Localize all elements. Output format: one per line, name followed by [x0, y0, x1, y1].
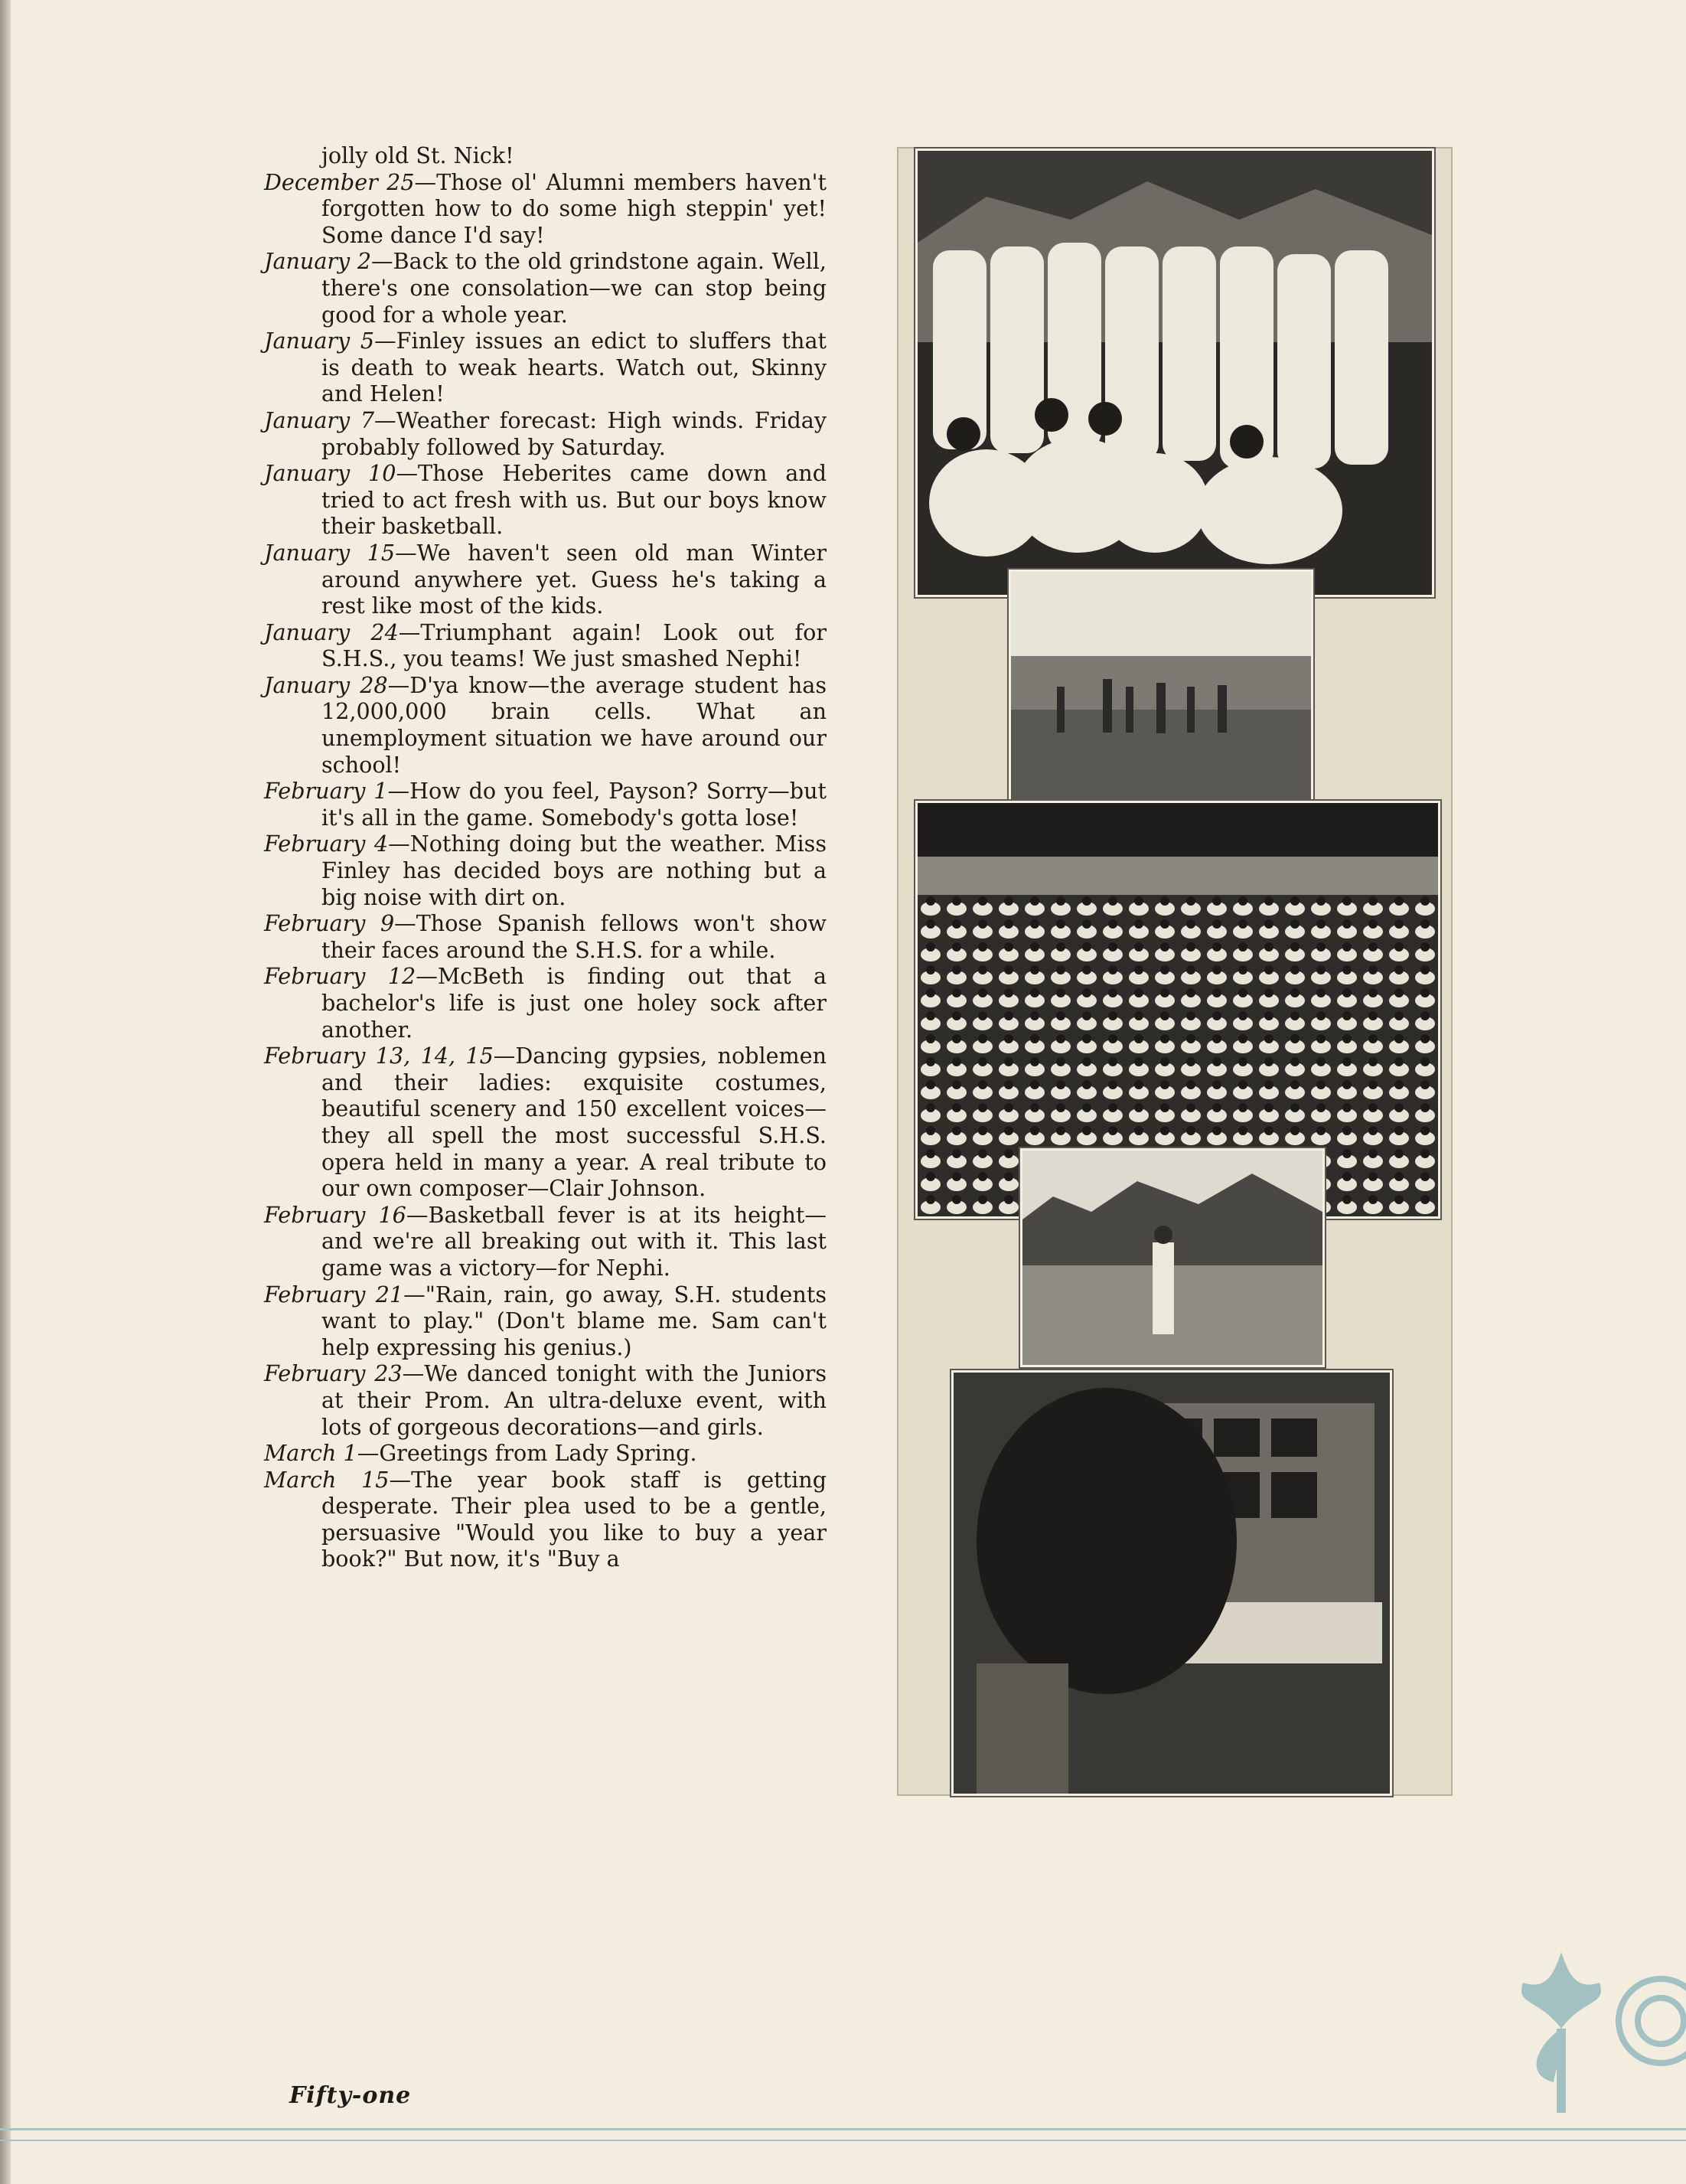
entry-text: —D'ya know—the average student has 12,000,000 brain cells. What an unemployment situation we have around our school!	[321, 671, 827, 778]
entry-text: —We danced tonight with the Juniors at their Prom. An ultra-deluxe event, with lots of gorgeous decorations—and girls.	[321, 1360, 827, 1440]
entry-text: —Back to the old grindstone again. Well, there's one consolation—we can stop being good for a whole year.	[321, 248, 827, 328]
bottom-rule	[0, 2128, 1686, 2141]
entry-text: —McBeth is finding out that a bachelor's life is just one holey sock after another.	[321, 963, 827, 1043]
entry-date: February 1	[264, 778, 388, 805]
entry-text: —Basketball fever is at its height—and we're all breaking out with it. This last game was a victory—for Nephi.	[321, 1201, 827, 1281]
girls-team-photo	[915, 149, 1434, 597]
entry-date: December 25	[264, 168, 415, 195]
calendar-entry	[264, 169, 827, 249]
entry-date: March 15	[264, 1466, 390, 1493]
calendar-entry	[264, 619, 827, 672]
entry-text: —Those ol' Alumni members haven't forgotten how to do some high steppin' yet! Some dance I'd say!	[321, 168, 827, 248]
entry-date: January 28	[264, 671, 388, 698]
entry-date: February 13, 14, 15	[264, 1043, 494, 1069]
entry-date: January 10	[264, 460, 396, 487]
entry-date: March 1	[264, 1440, 357, 1467]
entry-date: January 7	[264, 406, 375, 433]
calendar-text-column	[264, 142, 827, 1572]
entry-text: —Weather forecast: High winds. Friday probably followed by Saturday.	[321, 406, 827, 460]
entry-date: February 4	[264, 831, 389, 857]
entry-date: February 12	[264, 963, 416, 990]
entry-date: January 5	[264, 328, 375, 354]
calendar-entry	[264, 460, 827, 540]
calendar-entry	[264, 910, 827, 963]
calendar-entry	[264, 778, 827, 831]
page-number: Fifty-one	[289, 2082, 412, 2109]
entry-date: February 9	[264, 910, 395, 937]
calendar-entry	[264, 1202, 827, 1281]
calendar-entry	[264, 407, 827, 460]
calendar-entry	[264, 1467, 827, 1572]
calendar-entry	[264, 328, 827, 407]
calendar-entry	[264, 1043, 827, 1202]
calendar-entry	[264, 1281, 827, 1361]
entry-text: —We haven't seen old man Winter around anywhere yet. Guess he's taking a rest like most of the kids.	[321, 539, 827, 619]
calendar-entry	[264, 1440, 827, 1467]
entry-text: —Greetings from Lady Spring.	[357, 1440, 697, 1467]
office-desk-photo	[951, 1370, 1392, 1796]
calendar-entry	[264, 1360, 827, 1440]
entry-date: February 23	[264, 1360, 403, 1387]
entry-text: —Finley issues an edict to sluffers that is death to weak hearts. Watch out, Skinny and Helen!	[321, 328, 827, 407]
entry-text: —"Rain, rain, go away, S.H. students want to play." (Don't blame me. Sam can't help expressing his genius.)	[321, 1281, 827, 1360]
baseball-player-photo	[1020, 1148, 1325, 1367]
entry-text: —Nothing doing but the weather. Miss Finley has decided boys are nothing but a big noise with dirt on.	[321, 831, 827, 910]
binding-edge	[0, 0, 11, 2184]
entry-text: jolly old St. Nick!	[321, 142, 514, 168]
entry-date: January 24	[264, 619, 399, 645]
entry-text: —Dancing gypsies, noblemen and their ladies: exquisite costumes, beautiful scenery and 150 excellent voices—they all spell the most successful S.H.S. opera held in many a year. A real tribute to our own composer—Clair Johnson.	[321, 1043, 827, 1202]
entry-text: —The year book staff is getting desperate. Their plea used to be a gentle, persuasive "Would you like to buy a year book?" But now, it's "Buy a	[321, 1466, 827, 1572]
entry-date: January 15	[264, 539, 396, 566]
entry-date: February 16	[264, 1201, 406, 1228]
calendar-entry	[264, 963, 827, 1043]
calendar-entry	[264, 248, 827, 328]
entry-date: February 21	[264, 1281, 404, 1307]
calendar-entry	[264, 831, 827, 910]
corner-ornament	[1508, 1937, 1686, 2128]
entry-text: —Those Heberites came down and tried to act fresh with us. But our boys know their basketball.	[321, 460, 827, 540]
marching-band-photo	[1009, 570, 1313, 804]
calendar-entry	[264, 672, 827, 778]
entry-text: —Those Spanish fellows won't show their faces around the S.H.S. for a while.	[321, 910, 827, 963]
entry-text: —How do you feel, Payson? Sorry—but it's all in the game. Somebody's gotta lose!	[321, 778, 827, 831]
entry-text: —Triumphant again! Look out for S.H.S., you teams! We just smashed Nephi!	[321, 619, 827, 672]
calendar-entry	[264, 540, 827, 619]
calendar-entry	[264, 142, 827, 169]
entry-date: January 2	[264, 248, 372, 275]
